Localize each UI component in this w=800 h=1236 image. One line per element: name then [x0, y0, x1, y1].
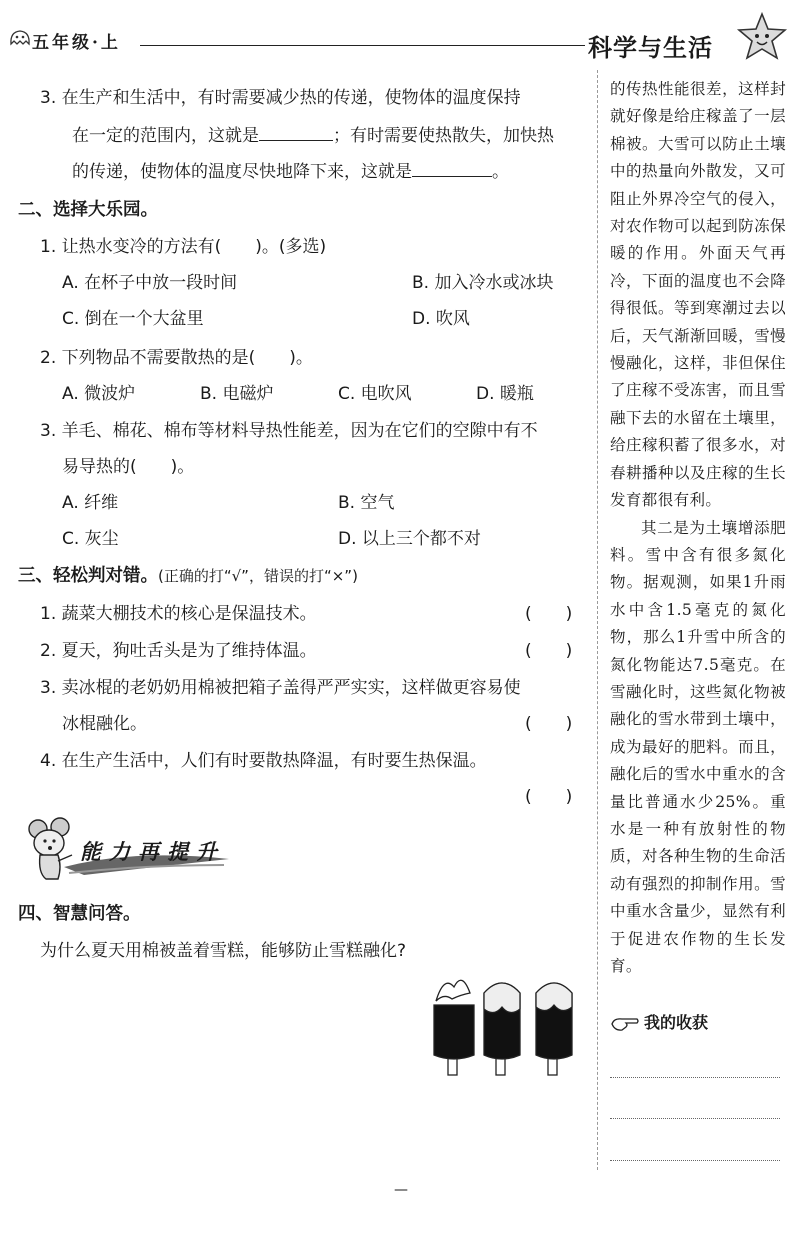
answer-blank-2[interactable] — [412, 160, 492, 177]
fill-question-3-line2: 在一定的范围内，这就是 ；有时需要使热散失，加快热 — [72, 126, 554, 146]
choice-q2-option-d[interactable]: D. 暖瓶 — [476, 384, 534, 404]
answer-blank-1[interactable] — [259, 124, 333, 141]
choice-q3-option-c[interactable]: C. 灰尘 — [62, 529, 119, 549]
section-4-title: 四、智慧问答。 — [18, 904, 141, 924]
pointing-hand-icon — [610, 1015, 640, 1033]
brand-title: 科学与生活 — [588, 34, 713, 62]
choice-question-3-line2: 易导热的( )。 — [62, 457, 195, 477]
choice-q3-option-b[interactable]: B. 空气 — [338, 493, 395, 513]
choice-q2-option-c[interactable]: C. 电吹风 — [338, 384, 412, 404]
star-mascot-icon — [734, 10, 790, 66]
choice-q3-option-d[interactable]: D. 以上三个都不对 — [338, 529, 481, 549]
judge-question-3-line1: 3. 卖冰棍的老奶奶用棉被把箱子盖得严严实实，这样做更容易使 — [40, 678, 521, 698]
choice-question-2: 2. 下列物品不需要散热的是( )。 — [40, 348, 313, 368]
choice-q1-option-b[interactable]: B. 加入冷水或冰块 — [412, 273, 554, 293]
page-number: — — [394, 1182, 408, 1198]
harvest-line-2[interactable] — [610, 1118, 780, 1119]
harvest-heading: 我的收获 — [610, 1010, 708, 1033]
judge-q3-answer[interactable]: ( ) — [525, 714, 573, 734]
fill-question-3-line3: 的传递，使物体的温度尽快地降下来，这就是 。 — [72, 162, 509, 182]
qa-question: 为什么夏天用棉被盖着雪糕，能够防止雪糕融化? — [40, 941, 407, 961]
banner-title: 能力再提升 — [80, 839, 225, 864]
section-2-title: 二、选择大乐园。 — [18, 200, 158, 220]
judge-question-2: 2. 夏天，狗吐舌头是为了维持体温。 — [40, 641, 317, 661]
choice-q1-option-a[interactable]: A. 在杯子中放一段时间 — [62, 273, 238, 293]
choice-q1-option-c[interactable]: C. 倒在一个大盆里 — [62, 309, 204, 329]
sidebar-divider — [597, 70, 598, 1170]
choice-question-3-line1: 3. 羊毛、棉花、棉布等材料导热性能差，因为在它们的空隙中有不 — [40, 421, 538, 441]
choice-q1-option-d[interactable]: D. 吹风 — [412, 309, 470, 329]
grade-label: 五年级·上 — [32, 33, 121, 53]
header-rule — [140, 45, 585, 46]
sidebar-paragraph-2: 其二是为土壤增添肥料。雪中含有很多氮化物。据观测，如果1升雨水中含1.5毫克的氮化物，那么1升雪中所含的氮化物能达7.5毫克。在雪融化时，这些氮化物被融化的雪水带到土壤中，成为最好的肥料。而且，融化后的雪水中重水的含量比普通水少25%。重水是一种有放射性的物质，对各种生物的生命活动有强烈的抑制作用。雪中重水含量少，显然有利于促进农作物的生长发育。 — [610, 518, 786, 975]
ice-cream-bars-icon — [430, 965, 580, 1080]
judge-q1-answer[interactable]: ( ) — [525, 604, 573, 624]
choice-q3-option-a[interactable]: A. 纤维 — [62, 493, 119, 513]
ghost-icon — [8, 28, 32, 46]
judge-question-1: 1. 蔬菜大棚技术的核心是保温技术。 — [40, 604, 317, 624]
choice-q2-option-a[interactable]: A. 微波炉 — [62, 384, 136, 404]
section-3-hint: (正确的打“√”，错误的打“×”) — [158, 567, 358, 585]
judge-question-3-line2: 冰棍融化。 — [62, 714, 147, 734]
harvest-line-3[interactable] — [610, 1160, 780, 1161]
sidebar-article — [610, 76, 786, 980]
fill-question-3-line1: 3. 在生产和生活中，有时需要减少热的传递，使物体的温度保持 — [40, 88, 521, 108]
choice-q2-option-b[interactable]: B. 电磁炉 — [200, 384, 274, 404]
section-3-title: 三、轻松判对错。(正确的打“√”，错误的打“×”) — [18, 566, 358, 586]
harvest-line-1[interactable] — [610, 1077, 780, 1078]
judge-q2-answer[interactable]: ( ) — [525, 641, 573, 661]
sidebar-paragraph-1: 的传热性能很差，这样封就好像是给庄稼盖了一层棉被。大雪可以防止土壤中的热量向外散发，又可阻止外界冷空气的侵入，对农作物可以起到防冻保暖的作用。外面天气再冷，下面的温度也不会降得很低。等到寒潮过去以后，天气渐渐回暖，雪慢慢融化，这样，非但保住了庄稼不受冻害，而且雪融下去的水留在土壤里，给庄稼积蓄了很多水，对春耕播种以及庄稼的生长发育都很有利。 — [610, 80, 786, 510]
choice-question-1: 1. 让热水变冷的方法有( )。(多选) — [40, 237, 327, 257]
judge-question-4: 4. 在生产生活中，人们有时要散热降温，有时要生热保温。 — [40, 751, 487, 771]
judge-q4-answer[interactable]: ( ) — [525, 787, 573, 807]
